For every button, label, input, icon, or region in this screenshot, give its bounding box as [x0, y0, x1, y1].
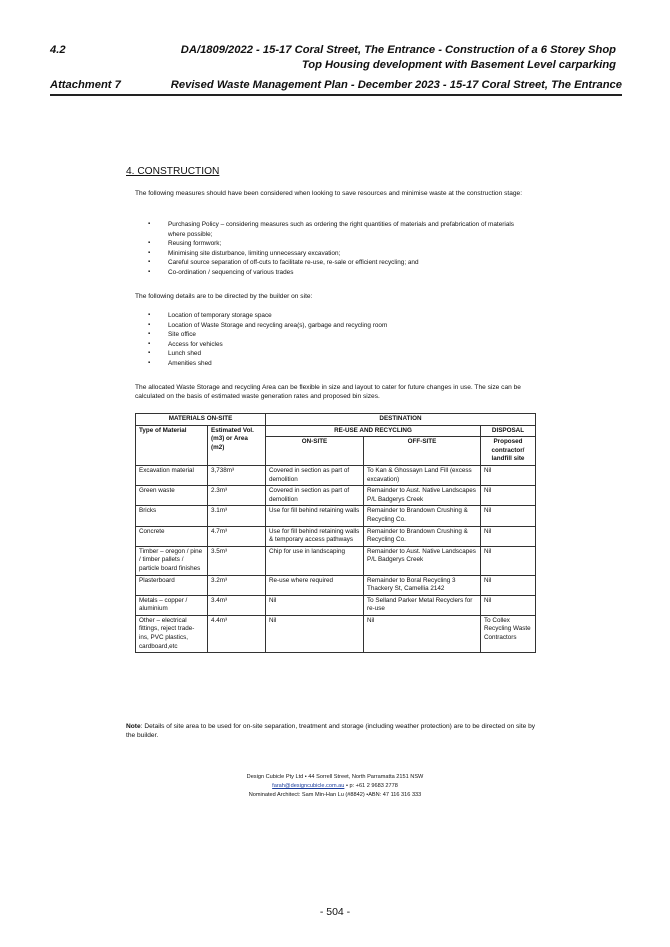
- details-list: [148, 311, 520, 369]
- onsite-cell: Use for fill behind retaining walls & temporary access pathways: [266, 526, 364, 546]
- list-item: ▪ Access for vehicles: [148, 340, 520, 350]
- footer-contact: [0, 782, 670, 790]
- list-item: ▪ Lunch shed: [148, 349, 520, 359]
- onsite-cell: Use for fill behind retaining walls: [266, 506, 364, 526]
- disposal-cell: Nil: [481, 506, 536, 526]
- type-of-material-header: Type of Material: [136, 425, 208, 465]
- footer-architect: Nominated Architect: Sam Min-Han Lu (#8842) •ABN: 47 116 316 333: [248, 792, 422, 798]
- reuse-recycling-header: RE-USE AND RECYCLING: [266, 425, 481, 437]
- details-intro: The following details are to be directed by the builder on site:: [135, 293, 313, 300]
- list-item: ▪ Reusing formwork;: [148, 239, 520, 249]
- table-header-row: [136, 425, 536, 437]
- table-group-header-row: [136, 414, 536, 426]
- disposal-cell: Nil: [481, 486, 536, 506]
- destination-header: DESTINATION: [266, 414, 536, 426]
- onsite-cell: Nil: [266, 595, 364, 615]
- allocated-paragraph: The allocated Waste Storage and recycling Area can be flexible in size and layout to cater for future changes in use. The size can be calculated on the basis of estimated waste generation rates and proposed bin sizes.: [135, 384, 521, 401]
- materials-on-site-header: MATERIALS ON-SITE: [136, 414, 266, 426]
- disposal-cell: Nil: [481, 595, 536, 615]
- footer-phone: • p: +61 2 9683 2778: [344, 783, 398, 789]
- offsite-cell: To Kan & Ghossayn Land Fill (excess excavation): [364, 465, 481, 485]
- volume-cell: 4.7m³: [208, 526, 266, 546]
- table-row: [136, 506, 536, 526]
- note-label: Note: [126, 723, 141, 730]
- attachment-title: Revised Waste Management Plan - December 2023 - 15-17 Coral Street, The Entrance: [170, 79, 622, 91]
- offsite-cell: Remainder to Aust. Native Landscapes P/L Badgerys Creek: [364, 486, 481, 506]
- disposal-cell: To Collex Recycling Waste Contractors: [481, 615, 536, 652]
- proposed-contractor-header: Proposed contractor/ landfill site: [481, 437, 536, 466]
- disposal-cell: Nil: [481, 526, 536, 546]
- material-cell: Metals – copper / aluminium: [136, 595, 208, 615]
- offsite-cell: To Selland Parker Metal Recyclers for re-use: [364, 595, 481, 615]
- volume-cell: 4.4m³: [208, 615, 266, 652]
- list-item: ▪ Location of Waste Storage and recycling area(s), garbage and recycling room: [148, 321, 520, 331]
- note-text: : Details of site area to be used for on-site separation, treatment and storage (including weather protection) are to be directed on site by the builder.: [126, 723, 536, 740]
- material-cell: Bricks: [136, 506, 208, 526]
- list-item: ▪ Minimising site disturbance, limiting unnecessary excavation;: [148, 249, 520, 259]
- onsite-cell: Re-use where required: [266, 575, 364, 595]
- volume-cell: 3.1m³: [208, 506, 266, 526]
- material-cell: Plasterboard: [136, 575, 208, 595]
- offsite-cell: Nil: [364, 615, 481, 652]
- disposal-header: DISPOSAL: [481, 425, 536, 437]
- volume-cell: 3,738m³: [208, 465, 266, 485]
- item-number: 4.2: [50, 44, 66, 56]
- measures-list: [148, 220, 520, 278]
- list-item: ▪ Co-ordination / sequencing of various trades: [148, 268, 520, 278]
- volume-cell: 3.5m³: [208, 546, 266, 575]
- table-row: [136, 595, 536, 615]
- table-row: [136, 465, 536, 485]
- list-item: ▪ Careful source separation of off-cuts to facilitate re-use, re-sale or efficient recycling; and: [148, 258, 520, 268]
- header-rule: [50, 94, 622, 96]
- footer-address: Design Cubicle Pty Ltd • 44 Sorrell Street, North Parramatta 2151 NSW: [246, 774, 424, 780]
- material-cell: Concrete: [136, 526, 208, 546]
- material-cell: Excavation material: [136, 465, 208, 485]
- material-cell: Timber – oregon / pine / timber pallets / particle board finishes: [136, 546, 208, 575]
- section-heading: 4. CONSTRUCTION: [126, 166, 220, 177]
- volume-cell: 2.3m³: [208, 486, 266, 506]
- volume-cell: 3.4m³: [208, 595, 266, 615]
- waste-table: [135, 413, 536, 653]
- table-row: [136, 575, 536, 595]
- attachment-label: Attachment 7: [50, 79, 121, 91]
- intro-paragraph: The following measures should have been considered when looking to save resources and minimise waste at the construction stage:: [135, 190, 523, 197]
- table-row: [136, 526, 536, 546]
- offsite-cell: Remainder to Brandown Crushing & Recycling Co.: [364, 526, 481, 546]
- onsite-cell: Covered in section as part of demolition: [266, 465, 364, 485]
- on-site-header: ON-SITE: [266, 437, 364, 466]
- onsite-cell: Covered in section as part of demolition: [266, 486, 364, 506]
- disposal-cell: Nil: [481, 575, 536, 595]
- list-item: ▪ Purchasing Policy – considering measures such as ordering the right quantities of materials and prefabrication of materials where possible;: [148, 220, 520, 239]
- material-cell: Green waste: [136, 486, 208, 506]
- page-number: - 504 -: [319, 906, 351, 918]
- list-item: ▪ Site office: [148, 330, 520, 340]
- onsite-cell: Chip for use in landscaping: [266, 546, 364, 575]
- disposal-cell: Nil: [481, 546, 536, 575]
- offsite-cell: Remainder to Brandown Crushing & Recycling Co.: [364, 506, 481, 526]
- list-item: ▪ Amenities shed: [148, 359, 520, 369]
- table-row: [136, 546, 536, 575]
- offsite-cell: Remainder to Aust. Native Landscapes P/L Badgerys Creek: [364, 546, 481, 575]
- volume-cell: 3.2m³: [208, 575, 266, 595]
- note-paragraph: [126, 722, 546, 741]
- list-item: ▪ Location of temporary storage space: [148, 311, 520, 321]
- document-title-line1: DA/1809/2022 - 15-17 Coral Street, The Entrance - Construction of a 6 Storey Shop: [180, 44, 616, 56]
- estimated-volume-header: Estimated Vol. (m3) or Area (m2): [208, 425, 266, 465]
- off-site-header: OFF-SITE: [364, 437, 481, 466]
- footer-email-link[interactable]: farah@designcubicle.com.au: [272, 783, 345, 789]
- material-cell: Other – electrical fittings, reject trade-ins, PVC plastics, cardboard,etc: [136, 615, 208, 652]
- document-title-line2: Top Housing development with Basement Level carparking: [301, 59, 616, 71]
- table-row: [136, 615, 536, 652]
- table-row: [136, 486, 536, 506]
- offsite-cell: Remainder to Boral Recycling 3 Thackery St, Camellia 2142: [364, 575, 481, 595]
- disposal-cell: Nil: [481, 465, 536, 485]
- onsite-cell: Nil: [266, 615, 364, 652]
